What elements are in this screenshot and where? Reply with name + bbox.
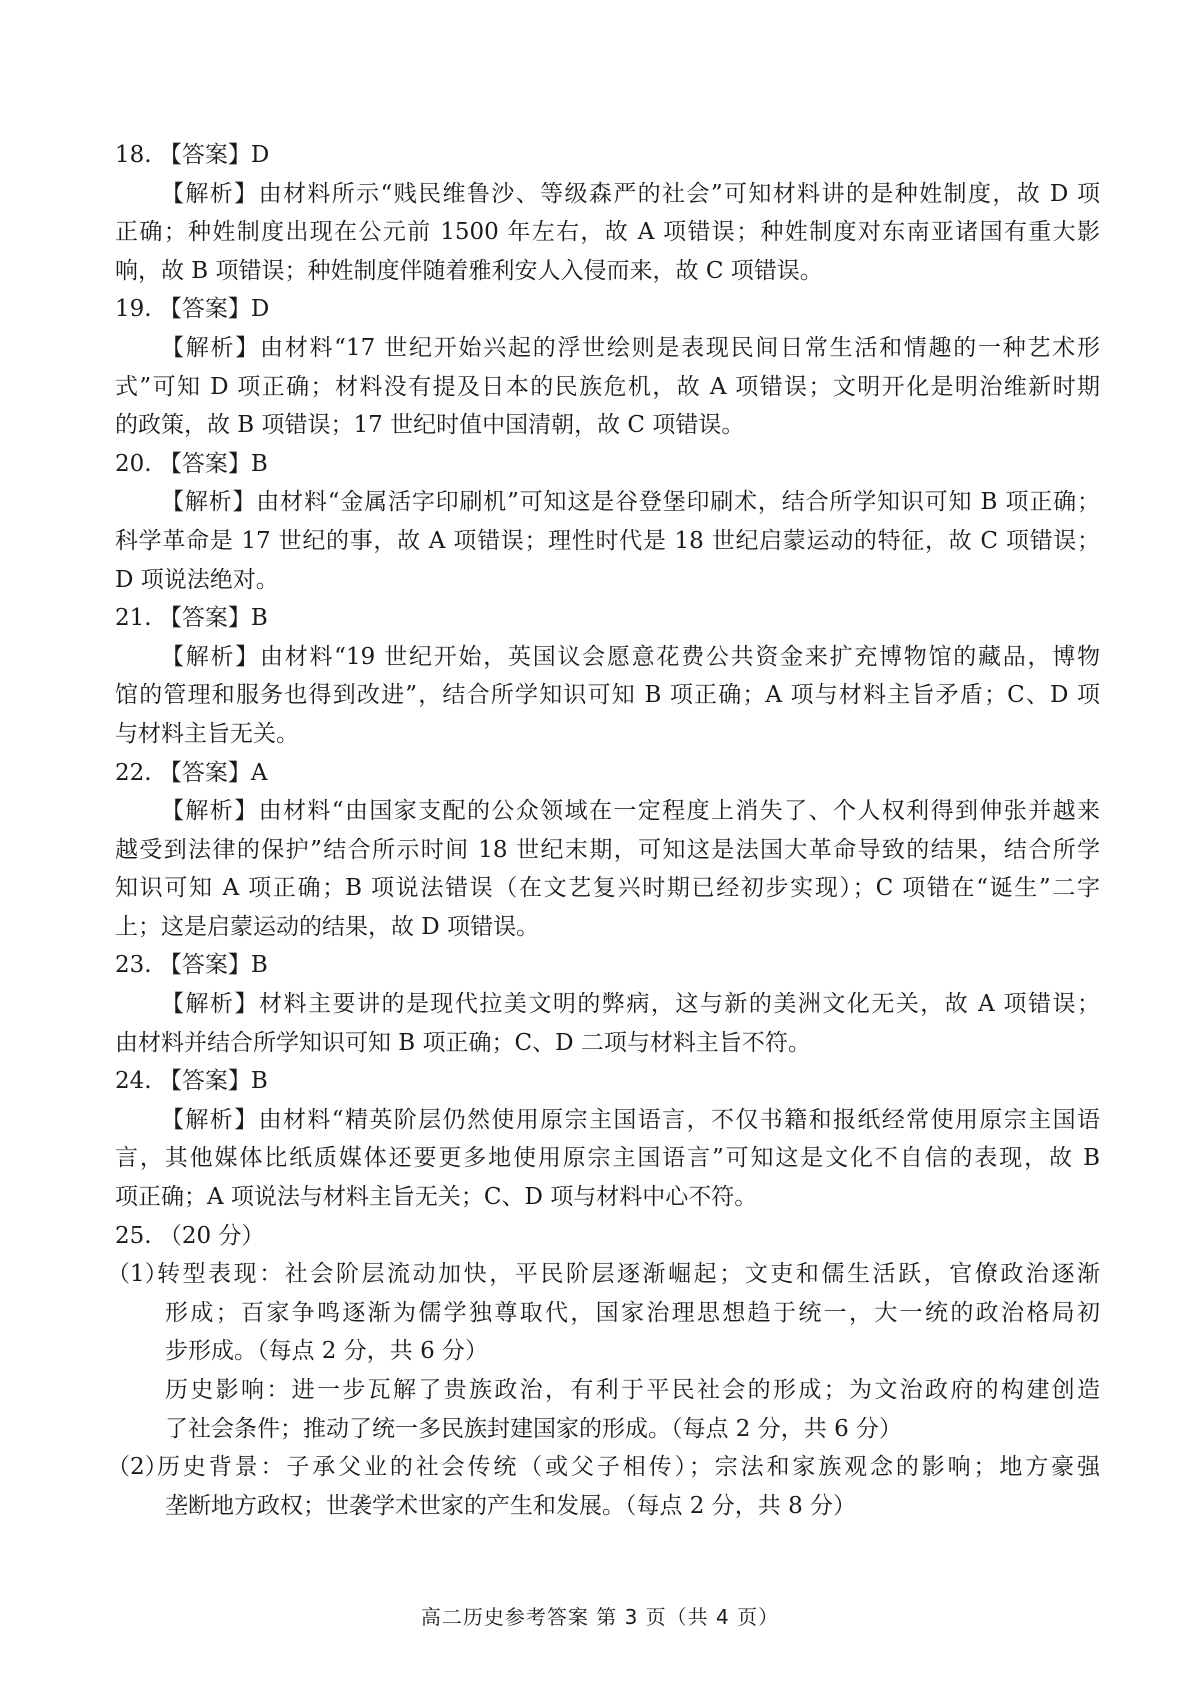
part-line: 转型表现：社会阶层流动加快，平民阶层逐渐崛起；文吏和儒生活跃，官僚政治逐渐 — [157, 1261, 1100, 1288]
answer-line: 24. 【答案】B — [115, 1068, 268, 1095]
analysis-line: 由材料并结合所学知识可知 B 项正确；C、D 二项与材料主旨不符。 — [115, 1029, 811, 1056]
analysis-line: 与材料主旨无关。 — [115, 720, 299, 747]
answer-line: 21. 【答案】B — [115, 605, 268, 632]
analysis-line: 【解析】由材料“19 世纪开始，英国议会愿意花费公共资金来扩充博物馆的藏品，博物 — [161, 643, 1100, 670]
analysis-line: D 项说法绝对。 — [115, 566, 279, 593]
analysis-line: 【解析】材料主要讲的是现代拉美文明的弊病，这与新的美洲文化无关，故 A 项错误； — [161, 991, 1100, 1018]
part-label: （2） — [107, 1454, 168, 1481]
part-line: 历史背景：子承父业的社会传统（或父子相传）；宗法和家族观念的影响；地方豪强 — [157, 1454, 1100, 1481]
analysis-line: 科学革命是 17 世纪的事，故 A 项错误；理性时代是 18 世纪启蒙运动的特征，故 C 项错误； — [115, 527, 1100, 554]
part-line: 步形成。（每点 2 分，共 6 分） — [165, 1338, 489, 1365]
analysis-line: 正确；种姓制度出现在公元前 1500 年左右，故 A 项错误；种姓制度对东南亚诸国有重大影 — [115, 219, 1100, 246]
analysis-line: 上；这是启蒙运动的结果，故 D 项错误。 — [115, 913, 540, 940]
part-line: 历史影响：进一步瓦解了贵族政治，有利于平民社会的形成；为文治政府的构建创造 — [165, 1377, 1100, 1403]
answer-line: 23. 【答案】B — [115, 952, 268, 979]
page-footer: 高二历史参考答案 第 3 页（共 4 页） — [420, 1605, 780, 1629]
part-line: 了社会条件；推动了统一多民族封建国家的形成。（每点 2 分，共 6 分） — [165, 1415, 903, 1442]
analysis-line: 【解析】由材料所示“贱民维鲁沙、等级森严的社会”可知材料讲的是种姓制度，故 D 项 — [161, 180, 1100, 207]
answer-line: 22. 【答案】A — [115, 759, 268, 786]
part-label: （1） — [107, 1261, 168, 1288]
analysis-line: 言，其他媒体比纸质媒体还要更多地使用原宗主国语言”可知这是文化不自信的表现，故 B — [115, 1145, 1100, 1172]
q25-part2 — [107, 1448, 1100, 1487]
answer-line: 19. 【答案】D — [115, 296, 270, 323]
answer-line: 20. 【答案】B — [115, 450, 268, 477]
analysis-line: 式”可知 D 项正确；材料没有提及日本的民族危机，故 A 项错误；文明开化是明治维新时期 — [115, 373, 1100, 400]
analysis-line: 项正确；A 项说法与材料主旨无关；C、D 项与材料中心不符。 — [115, 1184, 758, 1211]
q25-part1 — [107, 1255, 1100, 1294]
analysis-line: 【解析】由材料“精英阶层仍然使用原宗主国语言，不仅书籍和报纸经常使用原宗主国语 — [161, 1106, 1100, 1133]
part-line: 形成；百家争鸣逐渐为儒学独尊取代，国家治理思想趋于统一，大一统的政治格局初 — [165, 1299, 1100, 1326]
answer-document — [107, 136, 1100, 1525]
analysis-line: 的政策，故 B 项错误；17 世纪时值中国清朝，故 C 项错误。 — [115, 412, 745, 439]
analysis-line: 响，故 B 项错误；种姓制度伴随着雅利安人入侵而来，故 C 项错误。 — [115, 257, 823, 284]
question-25-header: 25. （20 分） — [115, 1222, 265, 1249]
analysis-line: 知识可知 A 项正确；B 项说法错误（在文艺复兴时期已经初步实现）；C 项错在“诞生”二字 — [115, 875, 1100, 902]
analysis-line: 【解析】由材料“17 世纪开始兴起的浮世绘则是表现民间日常生活和情趣的一种艺术形 — [161, 334, 1100, 361]
analysis-line: 【解析】由材料“由国家支配的公众领域在一定程度上消失了、个人权利得到伸张并越来 — [161, 798, 1100, 825]
analysis-line: 【解析】由材料“金属活字印刷机”可知这是谷登堡印刷术，结合所学知识可知 B 项正确； — [161, 489, 1100, 516]
answer-line: 18. 【答案】D — [115, 142, 270, 168]
analysis-line: 越受到法律的保护”结合所示时间 18 世纪末期，可知这是法国大革命导致的结果，结合所学 — [115, 836, 1100, 863]
part-line: 垄断地方政权；世袭学术世家的产生和发展。（每点 2 分，共 8 分） — [165, 1492, 857, 1519]
analysis-line: 馆的管理和服务也得到改进”，结合所学知识可知 B 项正确；A 项与材料主旨矛盾；C、D 项 — [115, 682, 1100, 709]
